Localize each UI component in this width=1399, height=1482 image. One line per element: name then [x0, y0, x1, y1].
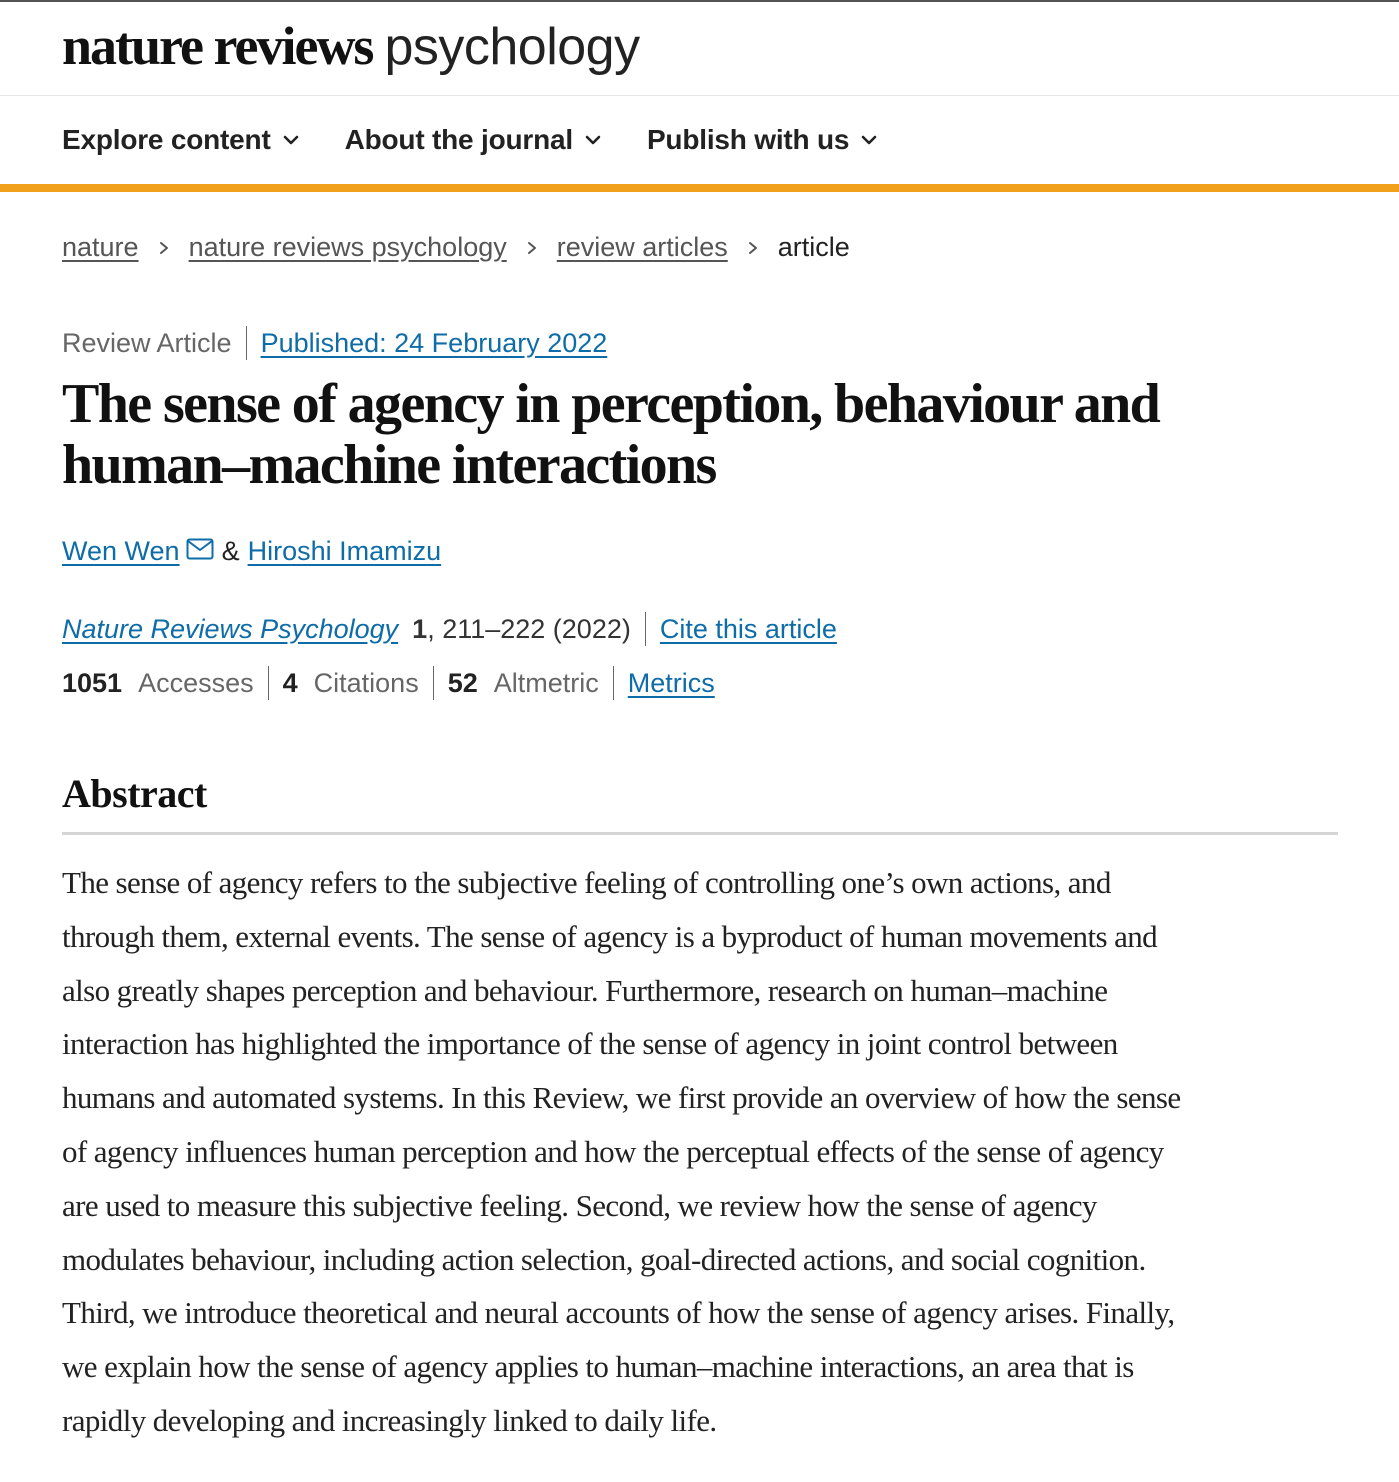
breadcrumb-link-nature[interactable]: nature [62, 232, 139, 262]
journal-logo-link[interactable] [62, 15, 640, 77]
accesses-count: 1051 [62, 667, 123, 698]
abstract-divider [62, 832, 1338, 835]
chevron-right-icon [157, 241, 171, 255]
chevron-right-icon [746, 241, 760, 255]
abstract-line: rapidly developing and increasingly linked to daily life. [62, 1402, 717, 1438]
email-icon[interactable] [186, 538, 214, 560]
meta-divider [433, 666, 434, 700]
meta-divider [268, 666, 269, 700]
abstract-line: we explain how the sense of agency applies to human–machine interactions, an area that is [62, 1349, 1134, 1385]
altmetric-score: 52 [447, 667, 478, 698]
chevron-down-icon [281, 130, 301, 150]
citation-volume: 1 [412, 613, 428, 644]
article-meta [62, 326, 607, 360]
breadcrumb [62, 232, 850, 263]
journal-name-link[interactable]: Nature Reviews Psychology [62, 613, 399, 644]
abstract-line: of agency influences human perception and how the perceptual effects of the sense of agency [62, 1133, 1164, 1169]
abstract-line: interaction has highlighted the importance of the sense of agency in joint control between [62, 1026, 1118, 1062]
abstract-body [62, 856, 1352, 1448]
nav-item-label: About the journal [344, 124, 573, 155]
breadcrumb-link-review-articles[interactable]: review articles [556, 232, 728, 262]
abstract-line: through them, external events. The sense of agency is a byproduct of human movements and [62, 918, 1158, 954]
masthead [0, 0, 1399, 96]
article-type: Review Article [62, 327, 232, 358]
citations-count: 4 [282, 667, 298, 698]
article-title [62, 374, 1312, 496]
article-title-line: human–machine interactions [62, 434, 716, 496]
published-date-link[interactable]: Published: 24 February 2022 [260, 327, 608, 358]
brand-light-text: psychology [384, 17, 640, 76]
metrics-link[interactable]: Metrics [627, 667, 715, 698]
chevron-down-icon [583, 130, 603, 150]
meta-divider [613, 666, 614, 700]
nav-explore-content[interactable] [62, 124, 301, 156]
citations-label: Citations [313, 667, 419, 698]
citation-line [62, 612, 837, 646]
meta-divider [246, 326, 247, 360]
chevron-down-icon [859, 130, 879, 150]
abstract-heading: Abstract [62, 771, 207, 816]
nav-item-label: Explore content [62, 124, 271, 155]
author-list [62, 536, 441, 567]
abstract-line: humans and automated systems. In this Review, we first provide an overview of how the sense [62, 1080, 1181, 1116]
abstract-line: The sense of agency refers to the subjective feeling of controlling one’s own actions, and [62, 865, 1111, 900]
main-nav [0, 96, 1399, 192]
nav-item-label: Publish with us [646, 124, 850, 155]
article-title-line: The sense of agency in perception, behaviour and [62, 373, 1160, 435]
breadcrumb-link-journal[interactable]: nature reviews psychology [188, 232, 507, 262]
author-link-wen-wen[interactable]: Wen Wen [62, 536, 180, 566]
altmetric-label: Altmetric [493, 667, 599, 698]
accesses-label: Accesses [138, 667, 254, 698]
article-metrics [62, 666, 715, 700]
citation-pages: , 211–222 (2022) [427, 613, 631, 644]
nav-about-journal[interactable] [345, 124, 603, 156]
abstract-line: modulates behaviour, including action selection, goal-directed actions, and social cognition. [62, 1241, 1146, 1277]
cite-article-link[interactable]: Cite this article [659, 613, 837, 644]
breadcrumb-current: article [777, 232, 850, 262]
brand-bold-text: nature reviews [62, 15, 373, 76]
abstract-line: Third, we introduce theoretical and neural accounts of how the sense of agency arises. Finally, [62, 1295, 1175, 1331]
abstract-line: also greatly shapes perception and behaviour. Furthermore, research on human–machine [62, 972, 1108, 1008]
nav-publish-with-us[interactable] [647, 124, 879, 156]
meta-divider [645, 612, 646, 646]
abstract-line: are used to measure this subjective feeling. Second, we review how the sense of agency [62, 1187, 1097, 1223]
author-link-hiroshi-imamizu[interactable]: Hiroshi Imamizu [247, 536, 442, 566]
author-separator: & [221, 536, 240, 566]
chevron-right-icon [525, 241, 539, 255]
